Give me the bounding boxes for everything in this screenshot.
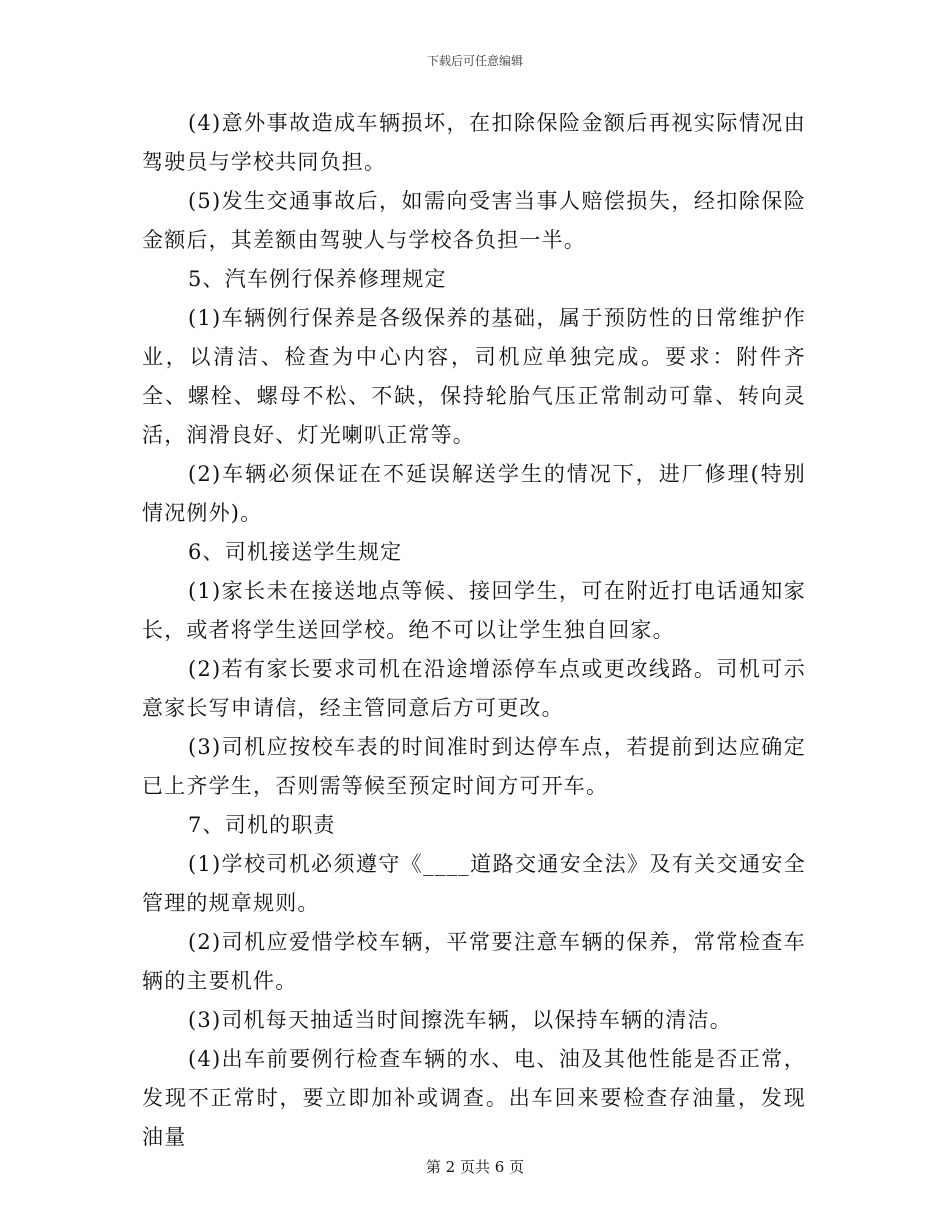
paragraph-schedule-timing: (3)司机应按校车表的时间准时到达停车点，若提前到达应确定已上齐学生，否则需等候至预定时间方可开车。 — [142, 735, 806, 798]
section-heading-student-transport: 6、司机接送学生规定 — [188, 540, 403, 564]
section-heading-maintenance: 5、汽车例行保养修理规定 — [188, 267, 447, 291]
document-body — [142, 104, 806, 1157]
page-header: 下载后可任意编辑 — [426, 54, 523, 68]
paragraph-accident-damage: (4)意外事故造成车辆损坏，在扣除保险金额后再视实际情况由驾驶员与学校共同负担。 — [142, 111, 806, 174]
paragraph-vehicle-care: (2)司机应爱惜学校车辆，平常要注意车辆的保养，常常检查车辆的主要机件。 — [142, 930, 806, 993]
paragraph-route-change: (2)若有家长要求司机在沿途增添停车点或更改线路。司机可示意家长写申请信，经主管同意后方可更改。 — [142, 657, 806, 720]
paragraph-repair-schedule: (2)车辆必须保证在不延误解送学生的情况下，进厂修理(特别情况例外)。 — [142, 462, 806, 525]
paragraph-parent-absent: (1)家长未在接送地点等候、接回学生，可在附近打电话通知家长，或者将学生送回学校。绝不可以让学生独自回家。 — [142, 579, 806, 642]
paragraph-traffic-law: (1)学校司机必须遵守《____道路交通安全法》及有关交通安全管理的规章规则。 — [142, 852, 806, 915]
paragraph-traffic-accident-compensation: (5)发生交通事故后，如需向受害当事人赔偿损失，经扣除保险金额后，其差额由驾驶人与学校各负担一半。 — [142, 189, 806, 252]
paragraph-routine-maintenance: (1)车辆例行保养是各级保养的基础，属于预防性的日常维护作业，以清洁、检查为中心内容，司机应单独完成。要求：附件齐全、螺栓、螺母不松、不缺，保持轮胎气压正常制动可靠、转向灵活，润滑良好、灯光喇叭正常等。 — [142, 306, 806, 447]
section-heading-driver-duties: 7、司机的职责 — [188, 813, 336, 837]
paragraph-pre-trip-check: (4)出车前要例行检查车辆的水、电、油及其他性能是否正常，发现不正常时，要立即加补或调查。出车回来要检查存油量，发现油量 — [142, 1047, 806, 1149]
page-footer-page-number: 第 2 页共 6 页 — [425, 1158, 525, 1176]
paragraph-vehicle-cleaning: (3)司机每天抽适当时间擦洗车辆，以保持车辆的清洁。 — [188, 1008, 732, 1032]
